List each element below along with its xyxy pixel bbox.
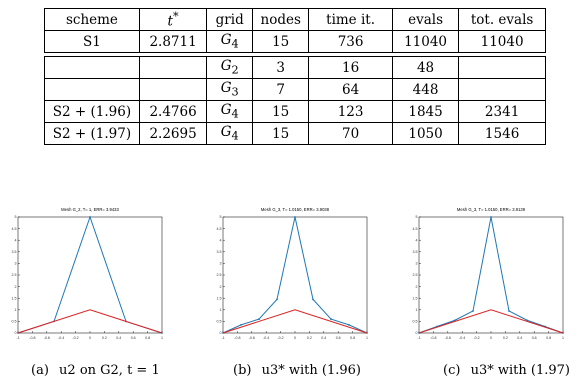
y-tick-label: 4 <box>415 238 418 243</box>
y-tick-label: 2 <box>415 284 418 289</box>
header-time-it: time it. <box>309 9 393 31</box>
cell <box>139 57 206 79</box>
table-row <box>45 101 546 123</box>
y-tick-label: 2 <box>219 284 222 289</box>
caption-b <box>233 363 361 378</box>
table-row <box>45 79 546 101</box>
series-point <box>508 310 510 312</box>
header-t-star-text: t <box>167 13 173 30</box>
y-tick-label: 0 <box>219 331 222 336</box>
y-tick-label: 2.5 <box>11 273 17 278</box>
y-tick-label: 2 <box>14 284 17 289</box>
cell: 70 <box>309 123 393 145</box>
table-row <box>45 57 546 79</box>
plot-title: Mesh G_3, T= 1.0150, ERR= 3.9139 <box>456 207 526 212</box>
x-tick-label: 1 <box>366 336 368 340</box>
x-tick-label: -0.8 <box>29 336 36 340</box>
cell: 15 <box>253 31 309 53</box>
cell: 11040 <box>459 31 546 53</box>
table-row <box>45 31 546 53</box>
y-tick-label: 0.5 <box>216 319 222 324</box>
cell: 2341 <box>459 101 546 123</box>
y-tick-label: 2.5 <box>216 273 222 278</box>
x-tick-label: -0.6 <box>43 336 50 340</box>
cell: 1050 <box>392 123 458 145</box>
cell: S1 <box>45 31 140 53</box>
series-point <box>348 324 350 326</box>
y-tick-label: 1.5 <box>412 296 418 301</box>
x-tick-label: 1 <box>562 336 564 340</box>
y-tick-label: 3 <box>14 261 17 266</box>
y-tick-label: 0.5 <box>11 319 17 324</box>
y-tick-label: 3.5 <box>412 250 418 254</box>
plot-a <box>10 205 165 345</box>
caption-c-label: (c) <box>443 363 461 378</box>
x-tick-label: 0 <box>89 336 91 340</box>
y-tick-label: 0.5 <box>412 319 418 324</box>
table-row <box>45 123 546 145</box>
y-tick-label: 1.5 <box>11 296 17 301</box>
cell: 1546 <box>459 123 546 145</box>
cell <box>459 57 546 79</box>
cell: 15 <box>253 101 309 123</box>
cell: S2 + (1.97) <box>45 123 140 145</box>
caption-b-text: u3* with (1.96) <box>261 363 361 378</box>
x-tick-label: -0.2 <box>277 336 284 340</box>
x-tick-label: -0.6 <box>248 336 255 340</box>
x-tick-label: 0.8 <box>145 336 151 340</box>
header-t-star: t* <box>139 9 206 31</box>
plot-title: Mesh G_3, T= 1.0150, ERR= 3.9038 <box>260 207 330 212</box>
cell: S2 + (1.96) <box>45 101 140 123</box>
grid-letter: G <box>220 32 232 49</box>
grid-index: 2 <box>231 63 239 77</box>
y-tick-label: 0 <box>14 331 17 336</box>
x-tick-label: -1 <box>417 336 421 340</box>
x-tick-label: 0.4 <box>116 336 122 340</box>
series-point <box>276 298 278 300</box>
caption-a-text: u2 on G2, t = 1 <box>59 363 160 378</box>
x-tick-label: -0.8 <box>430 336 437 340</box>
x-tick-label: -0.4 <box>263 336 270 340</box>
cell: 448 <box>392 79 458 101</box>
cell-grid <box>207 79 253 101</box>
plot-title: Mesh G_2, T= 1, ERR= 3.9433 <box>61 207 119 212</box>
x-tick-label: -0.2 <box>72 336 79 340</box>
y-tick-label: 3.5 <box>11 250 17 254</box>
cell: 2.8711 <box>139 31 206 53</box>
cell: 7 <box>253 79 309 101</box>
y-tick-label: 4.5 <box>11 226 17 231</box>
grid-letter: G <box>220 102 232 119</box>
series-line-0 <box>419 217 563 333</box>
x-tick-label: -0.6 <box>444 336 451 340</box>
header-tot-evals: tot. evals <box>459 9 546 31</box>
x-tick-label: -1 <box>221 336 225 340</box>
series-point <box>258 318 260 320</box>
cell: 736 <box>309 31 393 53</box>
cell: 48 <box>392 57 458 79</box>
series-line-0 <box>18 217 162 333</box>
x-tick-label: 0.8 <box>546 336 552 340</box>
series-point <box>330 318 332 320</box>
y-tick-label: 5 <box>219 215 222 220</box>
y-tick-label: 5 <box>14 215 17 220</box>
series-line-1 <box>419 310 563 333</box>
x-tick-label: 0.4 <box>321 336 327 340</box>
plot-b-svg <box>215 205 370 345</box>
plot-frame <box>223 217 367 333</box>
grid-letter: G <box>220 58 232 75</box>
grid-index: 4 <box>231 37 239 51</box>
grid-index: 4 <box>231 107 239 121</box>
results-table <box>44 8 546 145</box>
x-tick-label: -0.4 <box>459 336 466 340</box>
caption-a-label: (a) <box>31 363 49 378</box>
y-tick-label: 1 <box>14 308 17 312</box>
cell: 11040 <box>392 31 458 53</box>
plot-frame <box>419 217 563 333</box>
caption-c <box>443 363 570 378</box>
y-tick-label: 1 <box>415 308 418 312</box>
x-tick-label: -0.4 <box>58 336 65 340</box>
x-tick-label: 0.2 <box>502 336 508 340</box>
y-tick-label: 1 <box>219 308 222 312</box>
grid-index: 4 <box>231 129 239 143</box>
grid-index: 3 <box>231 85 239 99</box>
series-point <box>472 310 474 312</box>
series-point <box>294 216 296 218</box>
caption-a <box>31 363 160 378</box>
cell-grid <box>207 57 253 79</box>
y-tick-label: 3 <box>219 261 222 266</box>
x-tick-label: 0.6 <box>130 336 136 340</box>
series-point <box>240 324 242 326</box>
cell: 2.4766 <box>139 101 206 123</box>
y-tick-label: 4.5 <box>216 226 222 231</box>
cell-grid <box>207 101 253 123</box>
header-scheme: scheme <box>45 9 140 31</box>
x-tick-label: 0 <box>490 336 492 340</box>
x-tick-label: -0.8 <box>234 336 241 340</box>
cell: 2.2695 <box>139 123 206 145</box>
x-tick-label: -0.2 <box>473 336 480 340</box>
cell: 15 <box>253 123 309 145</box>
series-line-1 <box>18 310 162 333</box>
plot-c-svg <box>411 205 566 345</box>
cell <box>45 57 140 79</box>
y-tick-label: 4 <box>14 238 17 243</box>
caption-c-text: u3* with (1.97) <box>470 363 570 378</box>
x-tick-label: 0.2 <box>101 336 107 340</box>
plot-a-svg <box>10 205 165 345</box>
cell: 123 <box>309 101 393 123</box>
header-grid: grid <box>207 9 253 31</box>
series-line-1 <box>223 310 367 333</box>
cell: 16 <box>309 57 393 79</box>
x-tick-label: 1 <box>161 336 163 340</box>
cell: 1845 <box>392 101 458 123</box>
y-tick-label: 4 <box>219 238 222 243</box>
x-tick-label: 0.6 <box>531 336 537 340</box>
grid-letter: G <box>220 124 232 141</box>
y-tick-label: 5 <box>415 215 418 220</box>
series-point <box>312 298 314 300</box>
cell: 3 <box>253 57 309 79</box>
header-nodes: nodes <box>253 9 309 31</box>
series-point <box>490 216 492 218</box>
x-tick-label: 0.2 <box>306 336 312 340</box>
cell <box>139 79 206 101</box>
cell-grid <box>207 31 253 53</box>
plot-frame <box>18 217 162 333</box>
cell <box>45 79 140 101</box>
y-tick-label: 3.5 <box>216 250 222 254</box>
x-tick-label: 0.6 <box>335 336 341 340</box>
x-tick-label: 0 <box>294 336 296 340</box>
x-tick-label: 0.4 <box>517 336 523 340</box>
cell <box>459 79 546 101</box>
y-tick-label: 2.5 <box>412 273 418 278</box>
series-line-0 <box>223 217 367 333</box>
plot-b <box>215 205 370 345</box>
y-tick-label: 1.5 <box>216 296 222 301</box>
table-header-row <box>45 9 546 31</box>
y-tick-label: 3 <box>415 261 418 266</box>
cell-grid <box>207 123 253 145</box>
grid-letter: G <box>220 80 232 97</box>
x-tick-label: 0.8 <box>350 336 356 340</box>
plot-c <box>411 205 566 345</box>
x-tick-label: -1 <box>16 336 20 340</box>
y-tick-label: 0 <box>415 331 418 336</box>
cell: 64 <box>309 79 393 101</box>
header-evals: evals <box>392 9 458 31</box>
series-point <box>89 216 91 218</box>
caption-b-label: (b) <box>233 363 252 378</box>
y-tick-label: 4.5 <box>412 226 418 231</box>
